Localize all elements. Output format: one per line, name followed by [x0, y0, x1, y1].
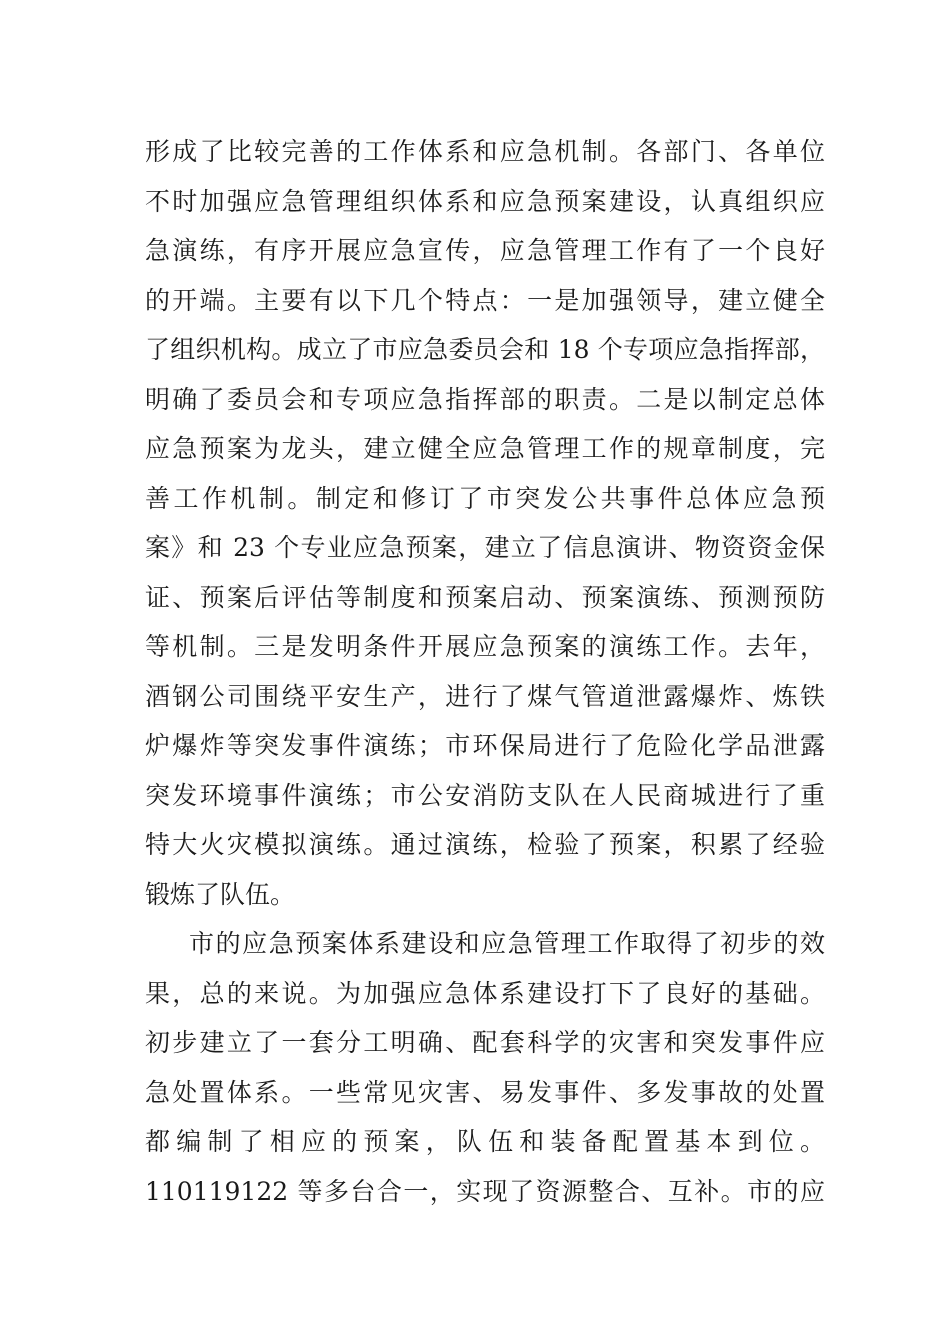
text-line: 初步建立了一套分工明确、配套科学的灾害和突发事件应 [145, 1028, 825, 1057]
text-line: 酒钢公司围绕平安生产，进行了煤气管道泄露爆炸、炼铁 [145, 681, 825, 711]
paragraph-2 [145, 919, 825, 1216]
text-line: 急演练，有序开展应急宣传，应急管理工作有了一个良好 [145, 236, 825, 265]
text-line: 明确了委员会和专项应急指挥部的职责。二是以制定总体 [145, 384, 825, 414]
text-line: 善工作机制。制定和修订了市突发公共事件总体应急预 [145, 483, 825, 513]
text-line: 急处置体系。一些常见灾害、易发事件、多发事故的处置 [145, 1077, 825, 1107]
text-line: 证、预案后评估等制度和预案启动、预案演练、预测预防 [145, 582, 825, 612]
text-line: 特大火灾模拟演练。通过演练，检验了预案，积累了经验 [145, 830, 825, 859]
text-line: 案》和 23 个专业应急预案，建立了信息演讲、物资资金保 [145, 533, 825, 562]
text-line: 锻炼了队伍。 [145, 879, 296, 909]
text-line: 了组织机构。成立了市应急委员会和 18 个专项应急指挥部， [145, 335, 825, 364]
text-line: 应急预案为龙头，建立健全应急管理工作的规章制度，完 [145, 434, 825, 463]
body-text [145, 127, 825, 1216]
text-line: 形成了比较完善的工作体系和应急机制。各部门、各单位 [145, 137, 825, 166]
text-line: 市的应急预案体系建设和应急管理工作取得了初步的效 [189, 929, 825, 958]
text-line: 110119122 等多台合一，实现了资源整合、互补。市的应 [145, 1176, 825, 1206]
text-line: 的开端。主要有以下几个特点：一是加强领导，建立健全 [145, 285, 825, 315]
text-line: 炉爆炸等突发事件演练；市环保局进行了危险化学品泄露 [145, 731, 825, 760]
paragraph-1 [145, 127, 825, 919]
text-line: 突发环境事件演练；市公安消防支队在人民商城进行了重 [145, 780, 825, 810]
text-line: 果，总的来说。为加强应急体系建设打下了良好的基础。 [145, 978, 825, 1008]
text-line: 等机制。三是发明条件开展应急预案的演练工作。去年， [145, 632, 825, 661]
text-line: 不时加强应急管理组织体系和应急预案建设，认真组织应 [145, 186, 825, 216]
text-line: 都编制了相应的预案，队伍和装备配置基本到位。 [145, 1127, 825, 1156]
